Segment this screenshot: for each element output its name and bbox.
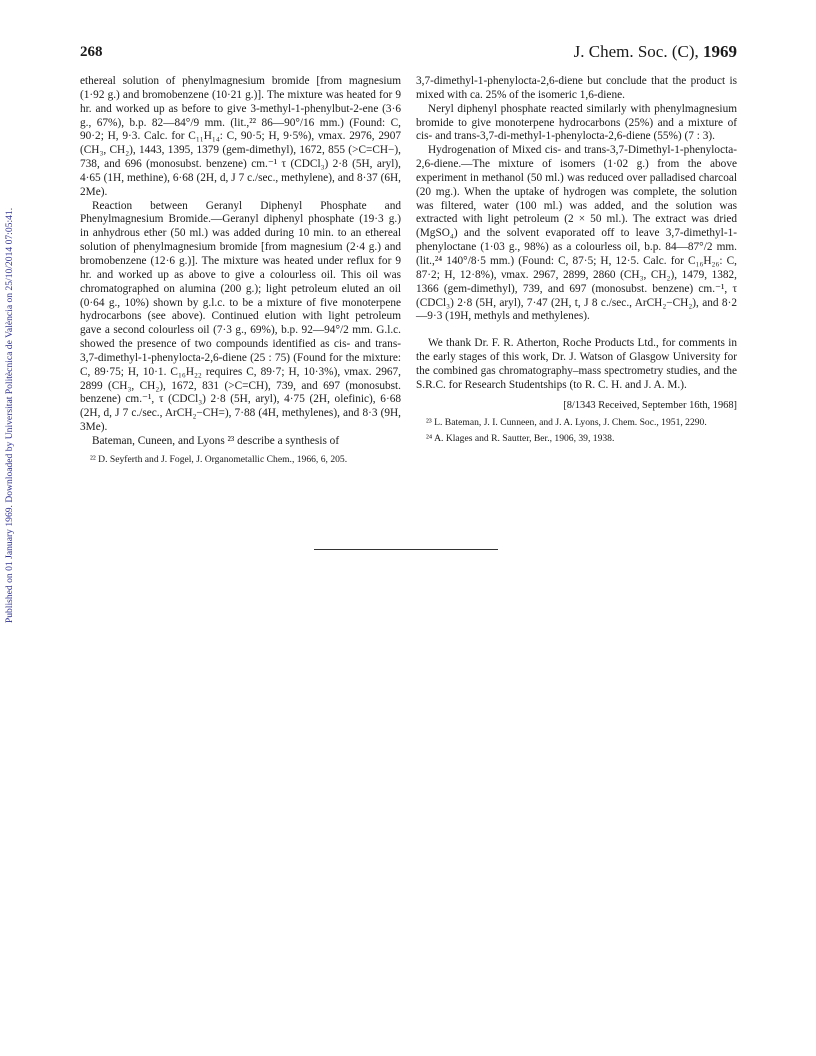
footnote-23: ²³ L. Bateman, J. I. Cunneen, and J. A. Lyons, J. Chem. Soc., 1951, 2290. — [426, 417, 707, 429]
journal-name: J. Chem. Soc. (C), — [573, 42, 699, 61]
received-line: [8/1343 Received, September 16th, 1968] — [563, 399, 737, 411]
paragraph-geranyl-reaction: Reaction between Geranyl Diphenyl Phosphate and Phenylmagnesium Bromide.—Geranyl diphenyl phosphate (19·3 g.) in anhydrous ether (50 ml.) was added during 10 min. to an ethereal solution of phenylmagnesium bromide [from magnesium (2·4 g.) and bromobenzene (12·6 g.)]. The mixture was heated under reflux for 9 hr. and worked up as above to give a colourless oil. This oil was chromatographed on alumina (200 g.); light petroleum eluted an oil (0·64 g., 10%) shown by g.l.c. to be a mixture of five monoterpene hydrocarbons (see above). Continued elution with light petroleum gave a second colourless oil (7·3 g., 69%), b.p. 92—94°/2 mm. G.l.c. showed the presence of two compounds identified as cis- and trans-3,7-dimethyl-1-phenylocta-2,6-diene (25 : 75) (Found for the mixture: C, 89·75; H, 10·1. C₁₆H₂₂ requires C, 89·7; H, 10·3%), νmax. 2967, 2899 (CH₃, CH₂), 1672, 831 (>C=CH), 739, and 697 (monosubst. benzene) cm.⁻¹, τ (CDCl₃) 2·8 (5H, aryl), 4·75 (2H, olefinic), 6·68 (2H, d, J 7 c./sec., ArCH₂−CH=), 7·88 (4H, methylenes), and 8·3 (9H, 3Me). — [80, 199, 401, 434]
download-watermark-text: Published on 01 January 1969. Downloaded by Universitat Politècnica de València on 25/10/2014 07:05:41. — [4, 207, 16, 623]
left-column — [80, 75, 401, 466]
paragraph-bateman-continued: 3,7-dimethyl-1-phenylocta-2,6-diene but conclude that the product is mixed with ca. 25% of the isomeric 1,6-diene. — [416, 75, 737, 101]
paragraph-continuation: ethereal solution of phenylmagnesium bromide [from magnesium (1·92 g.) and bromobenzene (10·21 g.)]. The mixture was heated for 9 hr. and worked up as before to give 3-methyl-1-phenylbut-2-ene (3·6 g., 67%), b.p. 82—84°/9 mm. (lit.,²² 86—90°/16 mm.) (Found: C, 90·2; H, 9·3. Calc. for C₁₁H₁₄: C, 90·5; H, 9·5%), νmax. 2976, 2907 (CH₃, CH₂), 1443, 1395, 1379 (gem-dimethyl), 1672, 855 (>C=CH−), 738, and 696 (monosubst. benzene) cm.⁻¹ τ (CDCl₃) 2·8 (5H, aryl), 4·65 (1H, methine), 6·68 (2H, d, J 7 c./sec., methylene), and 8·37 (6H, 2Me). — [80, 75, 401, 198]
paragraph-hydrogenation: Hydrogenation of Mixed cis- and trans-3,7-Dimethyl-1-phenylocta-2,6-diene.—The mixture of isomers (1·02 g.) from the above experiment in methanol (50 ml.) was reduced over palladised charcoal (20 mg.). When the uptake of hydrogen was complete, the solution was filtered, water (100 ml.) was added, and the solution was extracted with light petroleum (2 × 50 ml.). The extract was dried (MgSO₄) and the solvent evaporated off to leave 3,7-dimethyl-1-phenyloctane (1·03 g., 98%) as a colourless oil, b.p. 84—87°/2 mm. (lit.,²⁴ 140°/8·5 mm.) (Found: C, 87·5; H, 12·5. Calc. for C₁₆H₂₆: C, 87·2; H, 12·8%), νmax. 2967, 2899, 2860 (CH₃, CH₂), 1479, 1382, 1366 (gem-dimethyl), 739, and 697 (monosubst. benzene) cm.⁻¹, τ (CDCl₃) 2·8 (5H, aryl), 7·47 (2H, t, J 8 c./sec., ArCH₂−CH₂), and 8·2—9·3 (19H, methyls and methylenes). — [416, 144, 737, 323]
footnote-24: ²⁴ A. Klages and R. Sautter, Ber., 1906, 39, 1938. — [426, 433, 615, 445]
end-rule — [314, 549, 498, 550]
footnote-22: ²² D. Seyferth and J. Fogel, J. Organometallic Chem., 1966, 6, 205. — [90, 453, 348, 465]
journal-year: 1969 — [703, 42, 737, 61]
paragraph-neryl: Neryl diphenyl phosphate reacted similarly with phenylmagnesium bromide to give monoterpene hydrocarbons (25%) and a mixture of cis- and trans-3,7-di-methyl-1-phenylocta-2,6-diene (55%) (7 : 3). — [416, 102, 737, 143]
download-watermark — [3, 180, 17, 650]
paragraph-bateman: Bateman, Cuneen, and Lyons ²³ describe a synthesis of — [92, 434, 340, 447]
right-column — [416, 75, 737, 445]
acknowledgements: We thank Dr. F. R. Atherton, Roche Products Ltd., for comments in the early stages of this work, Dr. J. Watson of Glasgow University for the combined gas chromatography–mass spectrometry studies, and the S.R.C. for Research Studentships (to R. C. H. and J. A. M.). — [416, 337, 737, 391]
journal-header — [574, 42, 737, 62]
page-number: 268 — [80, 44, 103, 60]
